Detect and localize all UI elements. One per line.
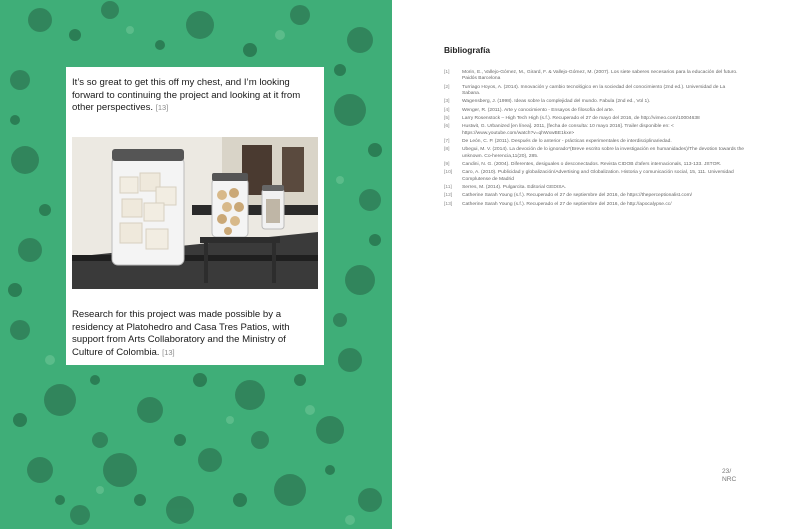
- bibliography-entry: [444, 108, 744, 114]
- bibliography-entry: [444, 85, 744, 97]
- entry-number: [3]: [444, 99, 450, 105]
- bibliography-entry: [444, 139, 744, 145]
- entry-text: Larry Rosenstock – High Tech High (s.f.). Recuperado el 27 de mayo del 2016, de http://vimeo.com/10004638: [462, 115, 700, 121]
- jars-illustration: [72, 137, 318, 289]
- bibliography-entry: [444, 70, 744, 82]
- jars-photo: [72, 137, 318, 289]
- entry-number: [6]: [444, 124, 450, 130]
- right-page-bibliography: [392, 0, 785, 529]
- entry-text: Serres, M. (2014). Pulgarcita. Editorial GEDISA.: [462, 184, 567, 190]
- entry-text: Turriago Hoyos, A. (2014). Innovación y cambio tecnológico en la sociedad del conocimiento (2nd ed.). Universidad de La Sabana.: [462, 84, 726, 96]
- entry-number: [7]: [444, 138, 450, 144]
- left-page-green-texture: [0, 0, 392, 529]
- entry-text: Caro, A. (2010). Publicidad y globalización/Advertising and Globalization. Historia y comunicación social, 15, 111. Universidad Complutense de Madrid: [462, 170, 734, 182]
- quote-top-text: It’s so great to get this off my chest, and I’m looking forward to continuing the project and looking at it from other perspectives.: [72, 77, 301, 113]
- entry-number: [12]: [444, 193, 453, 199]
- quote-bottom: [72, 309, 318, 359]
- bibliography-list: [444, 70, 744, 210]
- entry-text: Wenger, R. (2011). Arte y conocimiento - Ensayos de filosofía del arte.: [462, 107, 615, 113]
- quote-top: [72, 77, 318, 115]
- entry-number: [8]: [444, 147, 450, 153]
- entry-text: De León, C. P. (2011). Después de lo anterior - prácticas experimentales de interdisciplinariedad.: [462, 138, 672, 144]
- entry-text: Ubegui, M. V. (2014). La devoción de lo ignorado*(Breve escrito sobre la investigación en humanidades)/The devotion towards the unknown. Co-herencia,11(20), 285.: [462, 147, 745, 159]
- bibliography-entry: [444, 185, 744, 191]
- entry-number: [13]: [444, 201, 453, 207]
- entry-number: [2]: [444, 84, 450, 90]
- quote-bottom-text: Research for this project was made possible by a residency at Platohedro and Casa Tres Patios, with support from Arts Collaboratory and the Ministry of Culture of Colombia.: [72, 309, 290, 358]
- entry-text: Morin, E., Vallejo-Gómez, M., Girard, F. & Vallejo-Gómez, M. (2007). Los siete saberes necesarios para la educación del futuro. Paidós Barcelona: [462, 70, 738, 82]
- page-label: NRC: [722, 476, 737, 483]
- bibliography-entry: [444, 170, 744, 182]
- entry-text: Catherine Sarah Young (s.f.). Recuperado el 27 de septiembre del 2016, de https://theperceptionalist.com/: [462, 193, 693, 199]
- quote-bottom-reference: [13]: [162, 347, 175, 357]
- entry-number: [11]: [444, 184, 452, 190]
- bibliography-entry: [444, 116, 744, 122]
- entry-number: [5]: [444, 115, 450, 121]
- bibliography-title: Bibliografía: [444, 45, 491, 55]
- entry-number: [4]: [444, 107, 450, 113]
- entry-number: [1]: [444, 70, 450, 75]
- entry-text: Catherine Sarah Young (s.f.). Recuperado el 27 de septiembre del 2016, de http://apocalypse.cc/: [462, 201, 672, 207]
- entry-text: Candini, N. G. (2004). Diferentes, desiguales o desconectados. Revista CIDOB d'afers internacionals, 113-133. JSTOR.: [462, 161, 722, 167]
- entry-text: Hustwit, G. Urbanized [en línea]. 2011, [fecha de consulta: 10 mayo 2016]. Trailer disponible en: < https://www.youtube.com/watch?v=qhWxwBE1kxe>: [462, 124, 674, 136]
- quote-card: [66, 67, 324, 365]
- page-number: [722, 468, 736, 484]
- bibliography-entry: [444, 162, 744, 168]
- entry-number: [10]: [444, 170, 453, 176]
- bibliography-entry: [444, 193, 744, 199]
- entry-number: [9]: [444, 161, 450, 167]
- entry-text: Wagensberg, J. (1998). Ideas sobre la complejidad del mundo. Fabula (2nd ed., Vol 1).: [462, 99, 651, 105]
- bibliography-entry: [444, 147, 744, 159]
- quote-top-reference: [13]: [155, 103, 169, 112]
- page-number-value: 23/: [722, 468, 732, 475]
- bibliography-entry: [444, 124, 744, 136]
- bibliography-entry: [444, 202, 744, 208]
- bibliography-entry: [444, 99, 744, 105]
